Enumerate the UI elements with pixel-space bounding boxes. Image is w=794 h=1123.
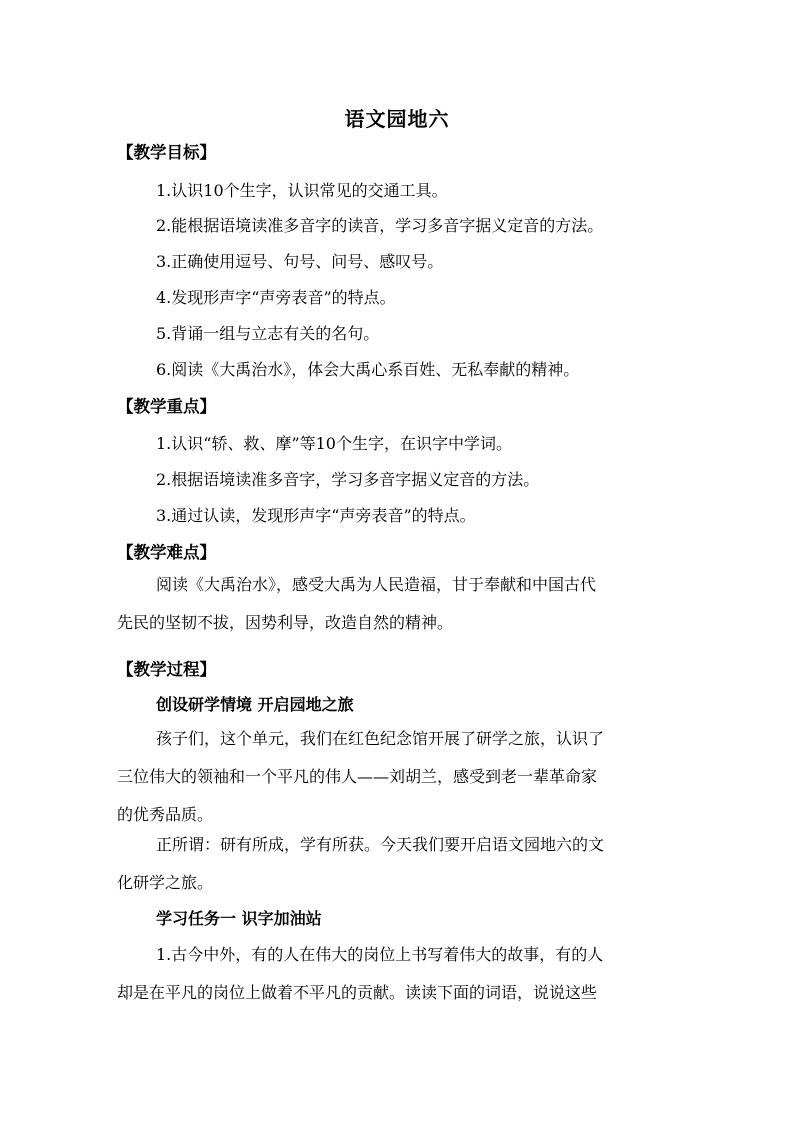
paragraph-line: 却是在平凡的岗位上做着不平凡的贡献。读读下面的词语，说说这些 [117,983,598,1002]
difficulties-heading: 【教学难点】 [117,543,216,562]
objective-item: 6.阅读《大禹治水》，体会大禹心系百姓、无私奉献的精神。 [156,360,580,379]
process-subheading: 学习任务一 识字加油站 [156,909,322,928]
paragraph-line: 化研学之旅。 [117,873,214,892]
process-paragraph-3 [117,944,677,1020]
paragraph-line: 1.古今中外，有的人在伟大的岗位上书写着伟大的故事，有的人 [156,945,604,964]
difficulties-paragraph [117,574,677,650]
process-paragraph-2 [117,834,677,910]
paragraph-line: 的优秀品质。 [117,805,214,824]
key-points-heading: 【教学重点】 [117,397,216,416]
objectives-heading: 【教学目标】 [117,143,216,162]
paragraph-line: 阅读《大禹治水》，感受大禹为人民造福，甘于奉献和中国古代 [156,575,597,594]
objective-item: 2.能根据语境读准多音字的读音，学习多音字据义定音的方法。 [156,216,604,235]
process-subheading: 创设研学情境 开启园地之旅 [156,695,354,714]
paragraph-line: 正所谓：研有所成，学有所获。今天我们要开启语文园地六的文 [156,835,605,854]
paragraph-line: 三位伟大的领袖和一个平凡的伟人——刘胡兰，感受到老一辈革命家 [117,767,598,786]
key-point-item: 1.认识“轿、救、摩”等10个生字，在识字中学词。 [156,434,512,453]
key-point-item: 2.根据语境读准多音字，学习多音字据义定音的方法。 [156,470,540,489]
objective-item: 3.正确使用逗号、句号、问号、感叹号。 [156,252,444,271]
objective-item: 4.发现形声字“声旁表音”的特点。 [156,288,396,307]
objective-item: 1.认识10个生字，认识常见的交通工具。 [156,181,448,200]
objective-item: 5.背诵一组与立志有关的名句。 [156,324,380,343]
document-title: 语文园地六 [344,107,450,131]
process-heading: 【教学过程】 [117,660,216,679]
paragraph-line: 孩子们，这个单元，我们在红色纪念馆开展了研学之旅，认识了 [156,729,605,748]
key-point-item: 3.通过认读，发现形声字“声旁表音”的特点。 [156,506,476,525]
process-paragraph-1 [117,728,677,842]
paragraph-line: 先民的坚韧不拔，因势利导，改造自然的精神。 [117,613,454,632]
